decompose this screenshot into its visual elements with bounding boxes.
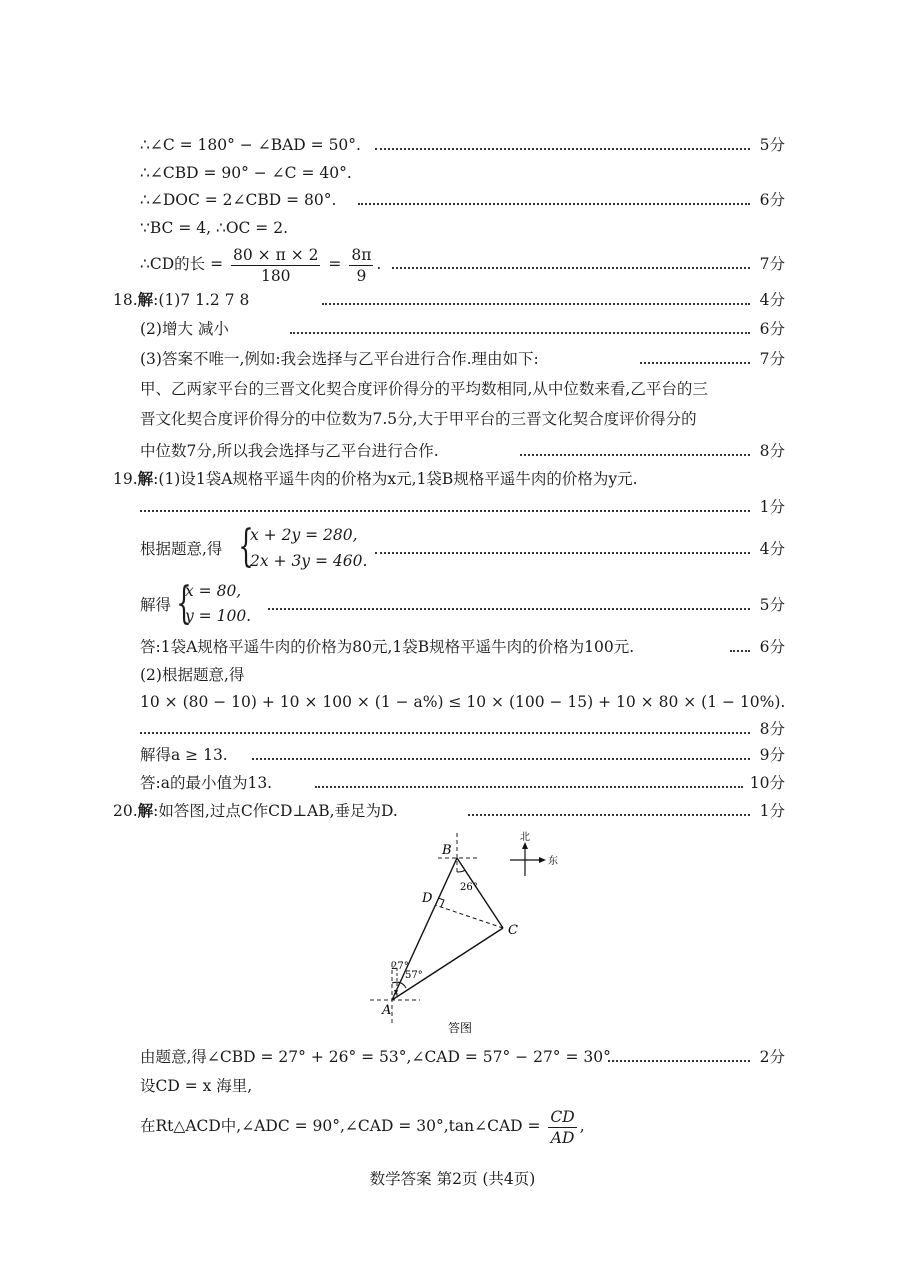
label-57: 57°: [405, 970, 423, 981]
label-a: A: [382, 1003, 392, 1018]
segment-cd: [435, 905, 503, 928]
score-5: 5分: [759, 596, 785, 614]
dot-leader: [520, 454, 750, 456]
label-c: C: [508, 923, 518, 938]
q18-reason-2: 晋文化契合度评价得分的中位数为7.5分,大于甲平台的三晋文化契合度评价得分的: [140, 410, 697, 428]
figure-caption: 答图: [448, 1021, 473, 1035]
q19-answer-2: 答:a的最小值为13.: [140, 774, 273, 792]
answer-label: 解: [137, 290, 154, 309]
score-1: 1分: [759, 802, 785, 820]
dot-leader: [730, 650, 750, 652]
q19-system-intro: 根据题意,得: [140, 540, 223, 558]
step-oc: ∵BC = 4, ∴OC = 2.: [140, 219, 289, 237]
score-1: 1分: [759, 498, 785, 516]
q18-part1: 18.解:(1)7 1.2 7 8: [113, 290, 250, 309]
label-26: 26°: [460, 882, 478, 893]
q20-step1: 由题意,得∠CBD = 27° + 26° = 53°,∠CAD = 57° − 27° = 30°.: [140, 1048, 616, 1066]
angle-arc-b: [457, 870, 465, 872]
compass-north-label: 北: [520, 832, 530, 843]
segment-bc: [457, 858, 503, 928]
brace-icon: {: [238, 521, 254, 572]
score-5: 5分: [759, 136, 785, 154]
question-number: 18.: [113, 291, 138, 309]
score-4: 4分: [759, 540, 785, 558]
right-angle-mark: [438, 898, 444, 907]
dot-leader: [392, 267, 750, 269]
fraction-arc: $\frac{80 \times \pi \times 2}{180}$: [233, 245, 319, 285]
step-angle-cbd: ∴∠CBD = 90° − ∠C = 40°.: [140, 164, 352, 182]
dot-leader: [290, 332, 750, 334]
step-arc-length: ∴CD的长 = $\frac{80 \times \pi \times 2}{180}$ = $\frac{8\pi}{9}$ .: [140, 245, 382, 285]
score-2: 2分: [759, 1048, 785, 1066]
score-4: 4分: [759, 291, 785, 309]
dot-leader: [608, 1060, 750, 1062]
answer-label: 解: [137, 801, 154, 820]
q20-step2: 设CD = x 海里,: [140, 1077, 253, 1095]
label-27: 27°: [391, 961, 409, 972]
dot-leader: [252, 758, 750, 760]
compass-north-arrow-icon: [522, 842, 528, 849]
score-6: 6分: [759, 191, 785, 209]
equation-2: 2x + 3y = 460.: [250, 552, 368, 570]
score-10: 10分: [749, 774, 785, 792]
dot-leader: [375, 148, 750, 150]
arc-label: ∴CD的长 =: [140, 255, 224, 273]
q19-part1: 19.解:(1)设1袋A规格平遥牛肉的价格为x元,1袋B规格平遥牛肉的价格为y元.: [113, 469, 638, 488]
q19-solution-intro: 解得: [140, 596, 172, 614]
dot-leader: [140, 510, 750, 512]
q18-part2: (2)增大 减小: [140, 320, 229, 338]
q19-part2: (2)根据题意,得: [140, 666, 245, 684]
q20-step3: 在Rt△ACD中,∠ADC = 90°,∠CAD = 30°,tan∠CAD = $\frac{CD}{AD}$ ,: [140, 1107, 585, 1147]
score-6: 6分: [759, 320, 785, 338]
step-angle-doc: ∴∠DOC = 2∠CBD = 80°.: [140, 191, 337, 209]
compass-east-arrow-icon: [539, 857, 546, 863]
answer-label: 解: [137, 469, 154, 488]
q19-solve-a: 解得a ≥ 13.: [140, 746, 228, 764]
score-8: 8分: [759, 442, 785, 460]
question-number: 20.: [113, 802, 138, 820]
dot-leader: [315, 786, 743, 788]
dot-leader: [468, 814, 750, 816]
dot-leader: [322, 303, 750, 305]
solution-x: x = 80,: [185, 582, 242, 600]
q19-answer-1: 答:1袋A规格平遥牛肉的价格为80元,1袋B规格平遥牛肉的价格为100元.: [140, 638, 635, 656]
dot-leader: [640, 362, 750, 364]
q18-reason-1: 甲、乙两家平台的三晋文化契合度评价得分的平均数相同,从中位数来看,乙平台的三: [140, 380, 708, 398]
q20-part1: 20.解:如答图,过点C作CD⊥AB,垂足为D.: [113, 801, 398, 820]
dot-leader: [140, 732, 750, 734]
score-7: 7分: [759, 350, 785, 368]
page-footer: 数学答案 第2页 (共4页): [369, 1170, 536, 1188]
fraction-tan: $\frac{CD}{AD}$: [550, 1107, 575, 1147]
q18-reason-3: 中位数7分,所以我会选择与乙平台进行合作.: [140, 442, 439, 460]
brace-icon: {: [176, 578, 192, 629]
equation-1: x + 2y = 280,: [250, 526, 358, 544]
question-number: 19.: [113, 470, 138, 488]
score-7: 7分: [759, 255, 785, 273]
label-d: D: [422, 891, 433, 906]
q18-part3: (3)答案不唯一,例如:我会选择与乙平台进行合作.理由如下:: [140, 350, 539, 368]
dot-leader: [268, 608, 750, 610]
score-9: 9分: [759, 746, 785, 764]
compass-east-label: 东: [548, 856, 558, 867]
answer-figure: [360, 828, 580, 1043]
fraction-result: $\frac{8\pi}{9}$: [351, 245, 372, 285]
label-b: B: [442, 843, 452, 858]
score-8: 8分: [759, 720, 785, 738]
step-angle-c: ∴∠C = 180° − ∠BAD = 50°.: [140, 136, 361, 154]
dot-leader: [375, 552, 750, 554]
solution-y: y = 100.: [185, 607, 252, 625]
dot-leader: [358, 203, 750, 205]
score-6: 6分: [759, 638, 785, 656]
q19-inequality: 10 × (80 − 10) + 10 × 100 × (1 − a%) ≤ 10 × (100 − 15) + 10 × 80 × (1 − 10%).: [140, 693, 786, 711]
